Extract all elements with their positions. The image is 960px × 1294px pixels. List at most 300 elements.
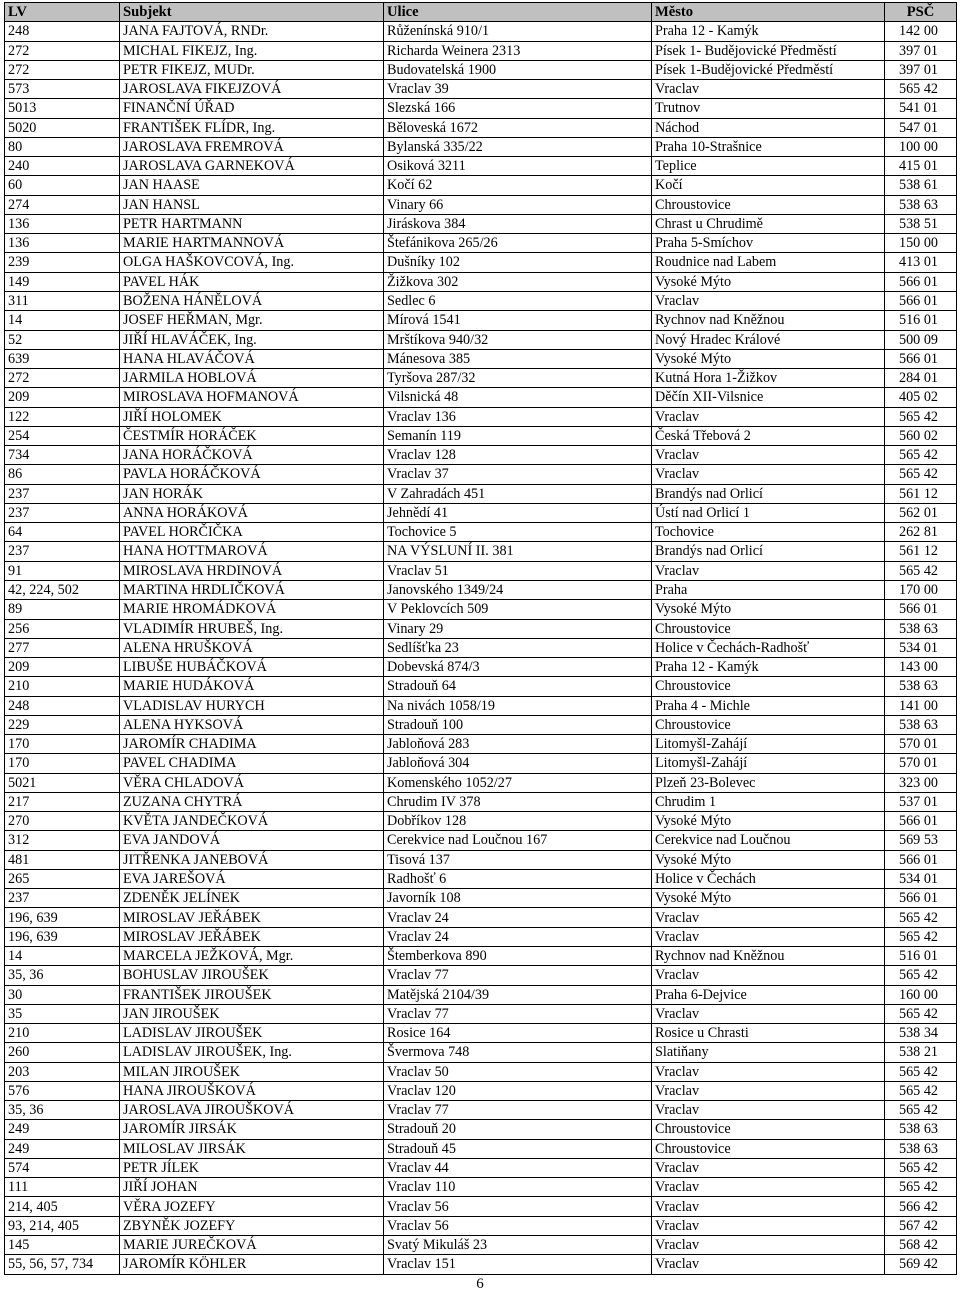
lv-cell: 122: [5, 407, 120, 426]
subject-cell: MIROSLAVA HOFMANOVÁ: [120, 388, 384, 407]
table-row: [5, 850, 957, 869]
table-row: [5, 677, 957, 696]
subject-cell: JAROSLAVA JIROUŠKOVÁ: [120, 1101, 384, 1120]
table-row: [5, 523, 957, 542]
psc-cell: 160 00: [885, 985, 957, 1004]
city-cell: Vraclav: [652, 1255, 885, 1274]
street-cell: Stradouň 45: [384, 1139, 652, 1158]
lv-cell: 312: [5, 831, 120, 850]
lv-cell: 64: [5, 523, 120, 542]
psc-cell: 569 42: [885, 1255, 957, 1274]
city-cell: Vraclav: [652, 1081, 885, 1100]
table-row: [5, 1255, 957, 1274]
table-row: [5, 908, 957, 927]
psc-cell: 170 00: [885, 580, 957, 599]
psc-cell: 566 01: [885, 349, 957, 368]
street-cell: Richarda Weinera 2313: [384, 41, 652, 60]
street-cell: Vraclav 77: [384, 1101, 652, 1120]
street-cell: Vraclav 51: [384, 561, 652, 580]
psc-cell: 538 34: [885, 1024, 957, 1043]
table-row: [5, 561, 957, 580]
table-row: [5, 715, 957, 734]
lv-cell: 5021: [5, 773, 120, 792]
table-row: [5, 484, 957, 503]
street-cell: Vinary 66: [384, 195, 652, 214]
lv-cell: 136: [5, 214, 120, 233]
city-cell: Chroustovice: [652, 1139, 885, 1158]
psc-cell: 565 42: [885, 1178, 957, 1197]
street-cell: Cerekvice nad Loučnou 167: [384, 831, 652, 850]
city-cell: Praha 10-Strašnice: [652, 137, 885, 156]
table-row: [5, 330, 957, 349]
city-cell: Vysoké Mýto: [652, 600, 885, 619]
street-cell: Tyršova 287/32: [384, 369, 652, 388]
lv-cell: 481: [5, 850, 120, 869]
subject-cell: HANA HLAVÁČOVÁ: [120, 349, 384, 368]
street-cell: Vraclav 24: [384, 908, 652, 927]
subject-cell: JAN JIROUŠEK: [120, 1004, 384, 1023]
city-cell: Děčín XII-Vilsnice: [652, 388, 885, 407]
psc-cell: 538 63: [885, 195, 957, 214]
city-cell: Vraclav: [652, 1062, 885, 1081]
subject-cell: MIROSLAV JEŘÁBEK: [120, 927, 384, 946]
table-row: [5, 869, 957, 888]
lv-cell: 249: [5, 1139, 120, 1158]
table-row: [5, 369, 957, 388]
city-cell: Chrudim 1: [652, 792, 885, 811]
lv-cell: 237: [5, 889, 120, 908]
subject-cell: ZUZANA CHYTRÁ: [120, 792, 384, 811]
subject-cell: MARIE HROMÁDKOVÁ: [120, 600, 384, 619]
table-row: [5, 407, 957, 426]
table-row: [5, 638, 957, 657]
city-cell: Roudnice nad Labem: [652, 253, 885, 272]
table-row: [5, 696, 957, 715]
city-cell: Vysoké Mýto: [652, 850, 885, 869]
lv-cell: 214, 405: [5, 1197, 120, 1216]
street-cell: Stradouň 100: [384, 715, 652, 734]
subject-cell: EVA JAREŠOVÁ: [120, 869, 384, 888]
header-city: Město: [652, 3, 885, 22]
subject-cell: LADISLAV JIROUŠEK, Ing.: [120, 1043, 384, 1062]
city-cell: Brandýs nad Orlicí: [652, 542, 885, 561]
street-cell: Slezská 166: [384, 99, 652, 118]
street-cell: Mánesova 385: [384, 349, 652, 368]
lv-cell: 237: [5, 503, 120, 522]
table-row: [5, 812, 957, 831]
psc-cell: 537 01: [885, 792, 957, 811]
psc-cell: 516 01: [885, 947, 957, 966]
lv-cell: 170: [5, 754, 120, 773]
psc-cell: 150 00: [885, 234, 957, 253]
psc-cell: 569 53: [885, 831, 957, 850]
lv-cell: 272: [5, 369, 120, 388]
subject-cell: MICHAL FIKEJZ, Ing.: [120, 41, 384, 60]
lv-cell: 248: [5, 22, 120, 41]
street-cell: Švermova 748: [384, 1043, 652, 1062]
street-cell: Na nivách 1058/19: [384, 696, 652, 715]
table-row: [5, 927, 957, 946]
lv-cell: 239: [5, 253, 120, 272]
lv-cell: 93, 214, 405: [5, 1216, 120, 1235]
lv-cell: 210: [5, 677, 120, 696]
psc-cell: 538 63: [885, 1120, 957, 1139]
street-cell: Budovatelská 1900: [384, 60, 652, 79]
street-cell: Semanín 119: [384, 426, 652, 445]
city-cell: Vraclav: [652, 908, 885, 927]
subject-cell: BOŽENA HÁNĚLOVÁ: [120, 291, 384, 310]
city-cell: Praha: [652, 580, 885, 599]
psc-cell: 570 01: [885, 735, 957, 754]
subject-cell: JANA FAJTOVÁ, RNDr.: [120, 22, 384, 41]
street-cell: Vraclav 56: [384, 1197, 652, 1216]
lv-cell: 14: [5, 947, 120, 966]
lv-cell: 14: [5, 311, 120, 330]
header-psc: PSČ: [885, 3, 957, 22]
subject-cell: MARIE JUREČKOVÁ: [120, 1236, 384, 1255]
city-cell: Vraclav: [652, 1216, 885, 1235]
table-row: [5, 947, 957, 966]
city-cell: Slatiňany: [652, 1043, 885, 1062]
psc-cell: 415 01: [885, 157, 957, 176]
street-cell: Matějská 2104/39: [384, 985, 652, 1004]
lv-cell: 217: [5, 792, 120, 811]
city-cell: Rychnov nad Kněžnou: [652, 947, 885, 966]
lv-cell: 574: [5, 1158, 120, 1177]
street-cell: Vraclav 24: [384, 927, 652, 946]
lv-cell: 265: [5, 869, 120, 888]
city-cell: Kutná Hora 1-Žižkov: [652, 369, 885, 388]
header-subject: Subjekt: [120, 3, 384, 22]
street-cell: Sedlec 6: [384, 291, 652, 310]
table-row: [5, 1139, 957, 1158]
street-cell: Vilsnická 48: [384, 388, 652, 407]
city-cell: Vysoké Mýto: [652, 349, 885, 368]
city-cell: Nový Hradec Králové: [652, 330, 885, 349]
table-row: [5, 1081, 957, 1100]
street-cell: Běloveská 1672: [384, 118, 652, 137]
psc-cell: 565 42: [885, 446, 957, 465]
subject-cell: PAVEL HÁK: [120, 272, 384, 291]
city-cell: Praha 12 - Kamýk: [652, 658, 885, 677]
city-cell: Vysoké Mýto: [652, 272, 885, 291]
psc-cell: 565 42: [885, 1158, 957, 1177]
lv-cell: 270: [5, 812, 120, 831]
street-cell: Radhošť 6: [384, 869, 652, 888]
psc-cell: 538 63: [885, 619, 957, 638]
city-cell: Teplice: [652, 157, 885, 176]
lv-cell: 91: [5, 561, 120, 580]
subject-cell: VĚRA JOZEFY: [120, 1197, 384, 1216]
city-cell: Vraclav: [652, 407, 885, 426]
lv-cell: 35, 36: [5, 966, 120, 985]
street-cell: Janovského 1349/24: [384, 580, 652, 599]
street-cell: Komenského 1052/27: [384, 773, 652, 792]
psc-cell: 565 42: [885, 407, 957, 426]
table-row: [5, 157, 957, 176]
street-cell: V Zahradách 451: [384, 484, 652, 503]
subject-cell: JITŘENKA JANEBOVÁ: [120, 850, 384, 869]
subject-cell: JAN HAASE: [120, 176, 384, 195]
table-row: [5, 1101, 957, 1120]
city-cell: Cerekvice nad Loučnou: [652, 831, 885, 850]
city-cell: Praha 6-Dejvice: [652, 985, 885, 1004]
psc-cell: 262 81: [885, 523, 957, 542]
subject-cell: JAROSLAVA FREMROVÁ: [120, 137, 384, 156]
table-header: [5, 3, 957, 22]
lv-cell: 52: [5, 330, 120, 349]
subject-cell: MARCELA JEŽKOVÁ, Mgr.: [120, 947, 384, 966]
psc-cell: 534 01: [885, 869, 957, 888]
lv-cell: 30: [5, 985, 120, 1004]
subject-cell: LIBUŠE HUBÁČKOVÁ: [120, 658, 384, 677]
street-cell: Štemberkova 890: [384, 947, 652, 966]
table-row: [5, 234, 957, 253]
table-row: [5, 465, 957, 484]
subject-cell: JANA HORÁČKOVÁ: [120, 446, 384, 465]
lv-cell: 149: [5, 272, 120, 291]
psc-cell: 565 42: [885, 1101, 957, 1120]
psc-cell: 565 42: [885, 966, 957, 985]
table-row: [5, 542, 957, 561]
psc-cell: 538 63: [885, 1139, 957, 1158]
psc-cell: 566 01: [885, 600, 957, 619]
subject-cell: VĚRA CHLADOVÁ: [120, 773, 384, 792]
street-cell: V Peklovcích 509: [384, 600, 652, 619]
table-row: [5, 176, 957, 195]
psc-cell: 547 01: [885, 118, 957, 137]
street-cell: Vraclav 56: [384, 1216, 652, 1235]
city-cell: Ústí nad Orlicí 1: [652, 503, 885, 522]
city-cell: Holice v Čechách-Radhošť: [652, 638, 885, 657]
lv-cell: 256: [5, 619, 120, 638]
subject-cell: ALENA HYKSOVÁ: [120, 715, 384, 734]
subject-cell: MILAN JIROUŠEK: [120, 1062, 384, 1081]
subject-cell: FINANČNÍ ÚŘAD: [120, 99, 384, 118]
street-cell: Žižkova 302: [384, 272, 652, 291]
street-cell: Jiráskova 384: [384, 214, 652, 233]
street-cell: Dobevská 874/3: [384, 658, 652, 677]
psc-cell: 568 42: [885, 1236, 957, 1255]
street-cell: Růženínská 910/1: [384, 22, 652, 41]
lv-cell: 272: [5, 60, 120, 79]
psc-cell: 566 01: [885, 272, 957, 291]
subject-cell: HANA JIROUŠKOVÁ: [120, 1081, 384, 1100]
psc-cell: 560 02: [885, 426, 957, 445]
psc-cell: 405 02: [885, 388, 957, 407]
table-row: [5, 1120, 957, 1139]
lv-cell: 229: [5, 715, 120, 734]
psc-cell: 284 01: [885, 369, 957, 388]
lv-cell: 170: [5, 735, 120, 754]
subject-cell: ZDENĚK JELÍNEK: [120, 889, 384, 908]
street-cell: Stradouň 20: [384, 1120, 652, 1139]
table-row: [5, 1236, 957, 1255]
street-cell: Jabloňová 304: [384, 754, 652, 773]
lv-cell: 576: [5, 1081, 120, 1100]
psc-cell: 570 01: [885, 754, 957, 773]
lv-cell: 248: [5, 696, 120, 715]
table-row: [5, 1024, 957, 1043]
street-cell: Mírová 1541: [384, 311, 652, 330]
street-cell: Mrštíkova 940/32: [384, 330, 652, 349]
lv-cell: 240: [5, 157, 120, 176]
psc-cell: 565 42: [885, 927, 957, 946]
lv-cell: 254: [5, 426, 120, 445]
psc-cell: 565 42: [885, 908, 957, 927]
psc-cell: 567 42: [885, 1216, 957, 1235]
subject-cell: OLGA HAŠKOVCOVÁ, Ing.: [120, 253, 384, 272]
table-row: [5, 966, 957, 985]
city-cell: Písek 1- Budějovické Předměstí: [652, 41, 885, 60]
table-row: [5, 41, 957, 60]
lv-cell: 237: [5, 484, 120, 503]
subject-cell: FRANTIŠEK FLÍDR, Ing.: [120, 118, 384, 137]
table-row: [5, 388, 957, 407]
table-row: [5, 118, 957, 137]
table-row: [5, 349, 957, 368]
subject-cell: BOHUSLAV JIROUŠEK: [120, 966, 384, 985]
lv-cell: 573: [5, 80, 120, 99]
street-cell: Rosice 164: [384, 1024, 652, 1043]
table-row: [5, 735, 957, 754]
psc-cell: 100 00: [885, 137, 957, 156]
table-row: [5, 1178, 957, 1197]
psc-cell: 565 42: [885, 80, 957, 99]
lv-cell: 196, 639: [5, 908, 120, 927]
subject-cell: ANNA HORÁKOVÁ: [120, 503, 384, 522]
street-cell: Chrudim IV 378: [384, 792, 652, 811]
psc-cell: 538 61: [885, 176, 957, 195]
lv-cell: 60: [5, 176, 120, 195]
city-cell: Náchod: [652, 118, 885, 137]
subject-cell: JOSEF HEŘMAN, Mgr.: [120, 311, 384, 330]
psc-cell: 141 00: [885, 696, 957, 715]
city-cell: Vraclav: [652, 446, 885, 465]
table-row: [5, 311, 957, 330]
lv-cell: 311: [5, 291, 120, 310]
table-row: [5, 22, 957, 41]
city-cell: Chrast u Chrudimě: [652, 214, 885, 233]
psc-cell: 565 42: [885, 465, 957, 484]
subject-cell: JIŘÍ JOHAN: [120, 1178, 384, 1197]
psc-cell: 500 09: [885, 330, 957, 349]
lv-cell: 237: [5, 542, 120, 561]
table-body: [5, 22, 957, 1274]
subject-cell: JAROMÍR KÖHLER: [120, 1255, 384, 1274]
lv-cell: 210: [5, 1024, 120, 1043]
street-cell: Tisová 137: [384, 850, 652, 869]
lv-cell: 89: [5, 600, 120, 619]
table-row: [5, 503, 957, 522]
city-cell: Chroustovice: [652, 715, 885, 734]
lv-cell: 277: [5, 638, 120, 657]
street-cell: Bylanská 335/22: [384, 137, 652, 156]
table-row: [5, 619, 957, 638]
owners-table: [4, 2, 957, 1275]
lv-cell: 734: [5, 446, 120, 465]
city-cell: Kočí: [652, 176, 885, 195]
city-cell: Vraclav: [652, 1101, 885, 1120]
table-row: [5, 600, 957, 619]
psc-cell: 566 01: [885, 812, 957, 831]
psc-cell: 561 12: [885, 542, 957, 561]
city-cell: Plzeň 23-Bolevec: [652, 773, 885, 792]
city-cell: Chroustovice: [652, 619, 885, 638]
lv-cell: 80: [5, 137, 120, 156]
street-cell: Vraclav 136: [384, 407, 652, 426]
subject-cell: PETR JÍLEK: [120, 1158, 384, 1177]
lv-cell: 86: [5, 465, 120, 484]
psc-cell: 565 42: [885, 1004, 957, 1023]
subject-cell: VLADIMÍR HRUBEŠ, Ing.: [120, 619, 384, 638]
lv-cell: 136: [5, 234, 120, 253]
street-cell: Stradouň 64: [384, 677, 652, 696]
table-row: [5, 1197, 957, 1216]
table-row: [5, 985, 957, 1004]
table-row: [5, 137, 957, 156]
psc-cell: 566 01: [885, 889, 957, 908]
subject-cell: PAVEL CHADIMA: [120, 754, 384, 773]
table-row: [5, 658, 957, 677]
table-row: [5, 1043, 957, 1062]
street-cell: Dobříkov 128: [384, 812, 652, 831]
table-row: [5, 773, 957, 792]
subject-cell: JAROMÍR CHADIMA: [120, 735, 384, 754]
subject-cell: JAROMÍR JIRSÁK: [120, 1120, 384, 1139]
lv-cell: 260: [5, 1043, 120, 1062]
psc-cell: 538 63: [885, 715, 957, 734]
psc-cell: 538 21: [885, 1043, 957, 1062]
city-cell: Vraclav: [652, 1236, 885, 1255]
psc-cell: 566 01: [885, 850, 957, 869]
subject-cell: JAN HORÁK: [120, 484, 384, 503]
subject-cell: MARIE HARTMANNOVÁ: [120, 234, 384, 253]
city-cell: Chroustovice: [652, 1120, 885, 1139]
subject-cell: FRANTIŠEK JIROUŠEK: [120, 985, 384, 1004]
table-row: [5, 831, 957, 850]
city-cell: Vraclav: [652, 966, 885, 985]
page-number: 6: [476, 1276, 484, 1292]
city-cell: Chroustovice: [652, 677, 885, 696]
street-cell: Vraclav 110: [384, 1178, 652, 1197]
table-row: [5, 80, 957, 99]
subject-cell: ČESTMÍR HORÁČEK: [120, 426, 384, 445]
city-cell: Vysoké Mýto: [652, 812, 885, 831]
table-row: [5, 1158, 957, 1177]
street-cell: Vraclav 128: [384, 446, 652, 465]
subject-cell: JAROSLAVA GARNEKOVÁ: [120, 157, 384, 176]
psc-cell: 565 42: [885, 561, 957, 580]
table-row: [5, 214, 957, 233]
lv-cell: 196, 639: [5, 927, 120, 946]
street-cell: Vraclav 37: [384, 465, 652, 484]
psc-cell: 413 01: [885, 253, 957, 272]
subject-cell: MIROSLAV JEŘÁBEK: [120, 908, 384, 927]
table-row: [5, 1004, 957, 1023]
subject-cell: MILOSLAV JIRSÁK: [120, 1139, 384, 1158]
subject-cell: PETR FIKEJZ, MUDr.: [120, 60, 384, 79]
city-cell: Vraclav: [652, 1197, 885, 1216]
subject-cell: JIŘÍ HOLOMEK: [120, 407, 384, 426]
lv-cell: 639: [5, 349, 120, 368]
street-cell: Štefánikova 265/26: [384, 234, 652, 253]
psc-cell: 538 63: [885, 677, 957, 696]
psc-cell: 566 01: [885, 291, 957, 310]
subject-cell: EVA JANDOVÁ: [120, 831, 384, 850]
table-row: [5, 754, 957, 773]
city-cell: Trutnov: [652, 99, 885, 118]
